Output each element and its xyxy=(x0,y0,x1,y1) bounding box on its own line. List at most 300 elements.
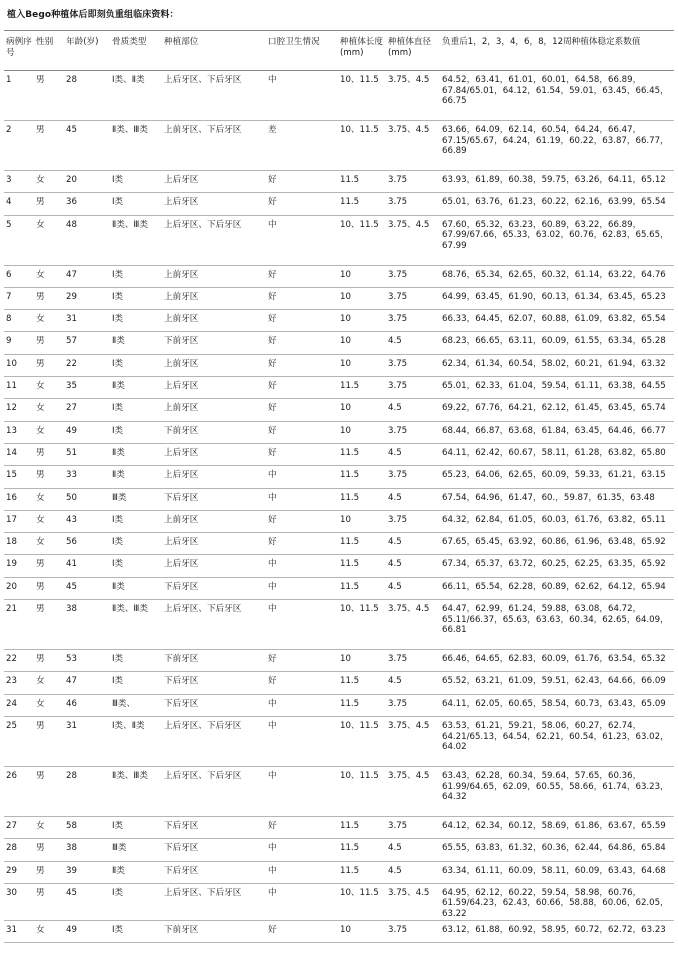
cell-age: 39 xyxy=(66,865,77,876)
cell-sex: 男 xyxy=(36,559,45,570)
cell-implant-site: 上后牙区、下后牙区 xyxy=(164,219,242,230)
cell-bone-type: Ⅰ类 xyxy=(112,887,124,898)
cell-case-no: 2 xyxy=(6,125,12,135)
cell-sex: 男 xyxy=(36,654,45,665)
table-row xyxy=(4,577,674,599)
cell-case-no: 18 xyxy=(6,537,17,548)
cell-implant-diameter: 4.5 xyxy=(388,581,402,592)
cell-implant-site: 下后牙区 xyxy=(164,492,199,503)
table-row xyxy=(4,600,674,650)
cell-bone-type: Ⅱ类、Ⅲ类 xyxy=(112,219,148,230)
cell-case-no: 29 xyxy=(6,865,17,876)
cell-sex: 男 xyxy=(36,770,45,781)
cell-implant-length: 10、11.5 xyxy=(340,720,379,731)
table-row xyxy=(4,694,674,716)
cell-sex: 女 xyxy=(36,492,45,503)
cell-case-no: 19 xyxy=(6,559,17,570)
cell-oral-hygiene: 好 xyxy=(268,447,277,458)
cell-implant-diameter: 3.75 xyxy=(388,175,408,185)
cell-implant-length: 11.5 xyxy=(340,559,360,570)
cell-implant-length: 10 xyxy=(340,269,351,280)
cell-isq-values: 68.23，66.65，63.11，60.09，61.55，63.34，65.28 xyxy=(442,336,666,347)
cell-isq-values: 64.52，63.41，61.01，60.01，64.58，66.89，67.84/65.01，64.12，61.54，59.01，63.45，66.45，66.75 xyxy=(442,75,669,107)
cell-isq-values: 63.43，62.28，60.34，59.64，57.65，60.36，61.99/64.65，62.09，60.55，58.66，61.74，63.23，64.32 xyxy=(442,770,669,803)
cell-isq-values: 65.01，62.33，61.04，59.54，61.11，63.38，64.55 xyxy=(442,381,666,392)
cell-implant-diameter: 3.75、4.5 xyxy=(388,125,430,135)
cell-bone-type: Ⅰ类 xyxy=(112,197,124,208)
table-row xyxy=(4,839,674,861)
cell-implant-length: 10、11.5 xyxy=(340,219,379,230)
cell-implant-site: 上前牙区、下后牙区 xyxy=(164,125,242,135)
cell-isq-values: 65.52，63.21，61.09，59.51，62.43，64.66，66.09 xyxy=(442,676,666,687)
cell-bone-type: Ⅰ类、Ⅱ类 xyxy=(112,720,145,731)
cell-implant-length: 10 xyxy=(340,314,351,325)
cell-implant-site: 下后牙区 xyxy=(164,843,199,854)
cell-implant-site: 下前牙区 xyxy=(164,425,199,436)
cell-implant-site: 上后牙区、下后牙区 xyxy=(164,887,242,898)
cell-isq-values: 64.12，62.34，60.12，58.69，61.86，63.67，65.59 xyxy=(442,820,666,831)
cell-implant-diameter: 3.75 xyxy=(388,291,408,302)
cell-implant-site: 上前牙区 xyxy=(164,314,199,325)
cell-implant-length: 10、11.5 xyxy=(340,770,379,781)
cell-sex: 男 xyxy=(36,197,45,208)
cell-case-no: 7 xyxy=(6,291,12,302)
table-row xyxy=(4,399,674,421)
cell-age: 51 xyxy=(66,447,77,458)
cell-sex: 男 xyxy=(36,470,45,481)
cell-case-no: 5 xyxy=(6,219,12,230)
table-row xyxy=(4,332,674,354)
cell-sex: 女 xyxy=(36,676,45,687)
cell-implant-site: 上后牙区、下后牙区 xyxy=(164,720,242,731)
cell-case-no: 10 xyxy=(6,358,17,369)
cell-sex: 男 xyxy=(36,843,45,854)
table-row xyxy=(4,421,674,443)
cell-implant-length: 11.5 xyxy=(340,197,360,208)
table-row xyxy=(4,716,674,766)
cell-isq-values: 63.12，61.88，60.92，58.95，60.72，62.72，63.23 xyxy=(442,924,666,935)
cell-implant-site: 上前牙区 xyxy=(164,291,199,302)
cell-bone-type: Ⅲ类、 xyxy=(112,698,136,709)
cell-case-no: 21 xyxy=(6,604,17,615)
header-bone-type: 骨质类型 xyxy=(112,37,147,47)
cell-implant-site: 下前牙区 xyxy=(164,924,199,935)
cell-oral-hygiene: 中 xyxy=(268,470,277,481)
cell-implant-diameter: 4.5 xyxy=(388,843,402,854)
cell-isq-values: 68.76，65.34，62.65，60.32，61.14，63.22，64.76 xyxy=(442,269,666,280)
cell-isq-values: 66.33，64.45，62.07，60.88，61.09，63.82，65.54 xyxy=(442,314,666,325)
cell-age: 57 xyxy=(66,336,77,347)
cell-bone-type: Ⅰ类 xyxy=(112,358,124,369)
table-row xyxy=(4,171,674,193)
cell-implant-site: 上后牙区、下后牙区 xyxy=(164,75,242,85)
cell-implant-length: 11.5 xyxy=(340,470,360,481)
table-row xyxy=(4,766,674,816)
cell-implant-diameter: 4.5 xyxy=(388,559,402,570)
table-row xyxy=(4,121,674,171)
cell-case-no: 11 xyxy=(6,381,17,392)
header-implant-site: 种植部位 xyxy=(164,37,199,47)
cell-age: 41 xyxy=(66,559,77,570)
cell-age: 31 xyxy=(66,314,77,325)
cell-case-no: 9 xyxy=(6,336,12,347)
cell-sex: 女 xyxy=(36,698,45,709)
cell-isq-values: 64.99，63.45，61.90，60.13，61.34，63.45，65.23 xyxy=(442,291,666,302)
cell-implant-site: 上后牙区 xyxy=(164,447,199,458)
cell-implant-diameter: 3.75 xyxy=(388,514,408,525)
cell-implant-diameter: 3.75 xyxy=(388,470,408,481)
cell-sex: 男 xyxy=(36,887,45,898)
cell-implant-length: 11.5 xyxy=(340,865,360,876)
cell-age: 22 xyxy=(66,358,77,369)
cell-age: 47 xyxy=(66,676,77,687)
cell-implant-length: 11.5 xyxy=(340,175,360,185)
cell-implant-length: 10 xyxy=(340,358,351,369)
cell-isq-values: 64.11，62.05，60.65，58.54，60.73，63.43，65.09 xyxy=(442,698,666,709)
cell-bone-type: Ⅰ类、Ⅱ类 xyxy=(112,75,145,85)
cell-age: 45 xyxy=(66,581,77,592)
cell-implant-diameter: 3.75 xyxy=(388,314,408,325)
cell-implant-length: 10 xyxy=(340,514,351,525)
cell-sex: 女 xyxy=(36,269,45,280)
cell-age: 28 xyxy=(66,770,77,781)
cell-sex: 男 xyxy=(36,75,45,85)
table-header xyxy=(4,31,674,71)
cell-implant-site: 上后牙区 xyxy=(164,559,199,570)
cell-bone-type: Ⅲ类 xyxy=(112,843,127,854)
cell-implant-site: 上后牙区、下后牙区 xyxy=(164,604,242,615)
clinical-data-table xyxy=(4,30,674,943)
cell-oral-hygiene: 差 xyxy=(268,125,277,135)
cell-implant-site: 下前牙区 xyxy=(164,654,199,665)
cell-bone-type: Ⅰ类 xyxy=(112,654,124,665)
table-row xyxy=(4,215,674,265)
cell-isq-values: 65.01，63.76，61.23，60.22，62.16，63.99，65.54 xyxy=(442,197,666,208)
cell-isq-values: 63.34，61.11，60.09，58.11，60.09，63.43，64.68 xyxy=(442,865,666,876)
cell-bone-type: Ⅰ类 xyxy=(112,175,124,185)
cell-implant-diameter: 3.75 xyxy=(388,698,408,709)
cell-implant-site: 上后牙区 xyxy=(164,470,199,481)
table-caption: 植入Bego种植体后即刻负重组临床资料： xyxy=(7,10,179,20)
cell-implant-length: 10 xyxy=(340,654,351,665)
table-row xyxy=(4,287,674,309)
cell-bone-type: Ⅰ类 xyxy=(112,537,124,548)
cell-implant-diameter: 3.75 xyxy=(388,820,408,831)
table-row xyxy=(4,466,674,488)
cell-age: 45 xyxy=(66,125,77,135)
table-row xyxy=(4,920,674,942)
cell-implant-length: 10 xyxy=(340,924,351,935)
cell-bone-type: Ⅰ类 xyxy=(112,269,124,280)
cell-implant-site: 上前牙区 xyxy=(164,358,199,369)
cell-implant-site: 下后牙区 xyxy=(164,820,199,831)
cell-oral-hygiene: 中 xyxy=(268,698,277,709)
cell-implant-diameter: 3.75 xyxy=(388,924,408,935)
cell-isq-values: 65.23，64.06，62.65，60.09，59.33，61.21，63.15 xyxy=(442,470,666,481)
cell-sex: 女 xyxy=(36,219,45,230)
cell-implant-length: 10 xyxy=(340,425,351,436)
cell-implant-length: 11.5 xyxy=(340,492,360,503)
cell-sex: 男 xyxy=(36,865,45,876)
header-row xyxy=(4,31,674,71)
cell-sex: 女 xyxy=(36,314,45,325)
cell-implant-site: 下后牙区 xyxy=(164,698,199,709)
cell-oral-hygiene: 中 xyxy=(268,843,277,854)
cell-bone-type: Ⅲ类 xyxy=(112,492,127,503)
cell-sex: 女 xyxy=(36,403,45,414)
table-row xyxy=(4,488,674,510)
table-row xyxy=(4,71,674,121)
cell-age: 38 xyxy=(66,843,77,854)
cell-implant-diameter: 3.75 xyxy=(388,381,408,392)
cell-implant-diameter: 3.75、4.5 xyxy=(388,219,430,230)
cell-isq-values: 69.22，67.76，64.21，62.12，61.45，63.45，65.74 xyxy=(442,403,666,414)
cell-implant-length: 10 xyxy=(340,336,351,347)
cell-bone-type: Ⅱ类、Ⅲ类 xyxy=(112,770,148,781)
cell-oral-hygiene: 好 xyxy=(268,336,277,347)
cell-isq-values: 63.66，64.09，62.14，60.54，64.24，66.47，67.15/65.67，64.24，61.19，60.22，63.87，66.77，66.89 xyxy=(442,125,669,157)
cell-age: 47 xyxy=(66,269,77,280)
cell-age: 38 xyxy=(66,604,77,615)
cell-implant-length: 10、11.5 xyxy=(340,604,379,615)
cell-age: 27 xyxy=(66,403,77,414)
cell-isq-values: 63.53，61.21，59.21，58.06，60.27，62.74，64.21/65.13，64.54，62.21，60.54，61.23，63.02，64.02 xyxy=(442,720,669,753)
cell-implant-site: 下前牙区 xyxy=(164,336,199,347)
cell-implant-diameter: 3.75 xyxy=(388,425,408,436)
cell-case-no: 30 xyxy=(6,887,17,898)
cell-oral-hygiene: 中 xyxy=(268,604,277,615)
header-implant-length: 种植体长度(mm) xyxy=(340,37,383,58)
cell-bone-type: Ⅱ类 xyxy=(112,336,125,347)
header-implant-diameter: 种植体直径(mm) xyxy=(388,37,431,58)
cell-isq-values: 67.65，65.45，63.92，60.86，61.96，63.48，65.92 xyxy=(442,537,666,548)
cell-oral-hygiene: 好 xyxy=(268,676,277,687)
cell-oral-hygiene: 中 xyxy=(268,720,277,731)
cell-sex: 女 xyxy=(36,425,45,436)
cell-oral-hygiene: 好 xyxy=(268,381,277,392)
cell-bone-type: Ⅰ类 xyxy=(112,314,124,325)
cell-implant-diameter: 4.5 xyxy=(388,492,402,503)
cell-age: 49 xyxy=(66,425,77,436)
cell-implant-diameter: 4.5 xyxy=(388,336,402,347)
cell-bone-type: Ⅱ类 xyxy=(112,581,125,592)
cell-age: 20 xyxy=(66,175,77,185)
cell-oral-hygiene: 好 xyxy=(268,654,277,665)
cell-implant-diameter: 4.5 xyxy=(388,676,402,687)
cell-implant-diameter: 4.5 xyxy=(388,447,402,458)
cell-age: 50 xyxy=(66,492,77,503)
cell-isq-values: 64.95，62.12，60.22，59.54，58.98，60.76，61.59/64.23，62.43，60.66，58.88，60.06，62.05，63.22 xyxy=(442,887,669,920)
cell-case-no: 8 xyxy=(6,314,12,325)
table-row xyxy=(4,510,674,532)
cell-implant-site: 上后牙区 xyxy=(164,537,199,548)
cell-case-no: 15 xyxy=(6,470,17,481)
cell-age: 36 xyxy=(66,197,77,208)
cell-case-no: 14 xyxy=(6,447,17,458)
cell-age: 28 xyxy=(66,75,77,85)
header-oral-hygiene: 口腔卫生情况 xyxy=(268,37,320,47)
cell-implant-site: 上后牙区 xyxy=(164,381,199,392)
cell-bone-type: Ⅰ类 xyxy=(112,820,124,831)
cell-implant-diameter: 4.5 xyxy=(388,865,402,876)
cell-oral-hygiene: 好 xyxy=(268,403,277,414)
cell-sex: 男 xyxy=(36,581,45,592)
cell-oral-hygiene: 中 xyxy=(268,581,277,592)
cell-oral-hygiene: 好 xyxy=(268,425,277,436)
cell-sex: 女 xyxy=(36,175,45,185)
cell-case-no: 13 xyxy=(6,425,17,436)
cell-isq-values: 68.44，66.87，63.68，61.84，63.45，64.46，66.77 xyxy=(442,425,666,436)
cell-case-no: 27 xyxy=(6,820,17,831)
cell-sex: 女 xyxy=(36,514,45,525)
cell-case-no: 12 xyxy=(6,403,17,414)
cell-implant-length: 11.5 xyxy=(340,820,360,831)
cell-oral-hygiene: 好 xyxy=(268,175,277,185)
cell-isq-values: 67.34，65.37，63.72，60.25，62.25，63.35，65.92 xyxy=(442,559,666,570)
cell-implant-length: 10 xyxy=(340,291,351,302)
cell-bone-type: Ⅰ类 xyxy=(112,559,124,570)
cell-isq-values: 64.32，62.84，61.05，60.03，61.76，63.82，65.11 xyxy=(442,514,666,525)
cell-oral-hygiene: 好 xyxy=(268,924,277,935)
table-row xyxy=(4,354,674,376)
cell-bone-type: Ⅱ类 xyxy=(112,865,125,876)
cell-age: 45 xyxy=(66,887,77,898)
cell-bone-type: Ⅱ类 xyxy=(112,447,125,458)
cell-implant-length: 11.5 xyxy=(340,381,360,392)
cell-bone-type: Ⅱ类 xyxy=(112,470,125,481)
cell-case-no: 25 xyxy=(6,720,17,731)
cell-isq-values: 67.60，65.32，63.23，60.89，63.22，66.89，67.99/67.66，65.33，63.02，60.76，62.83，65.65，67.99 xyxy=(442,219,669,251)
cell-isq-values: 64.11，62.42，60.67，58.11，61.28，63.82，65.80 xyxy=(442,447,666,458)
cell-implant-diameter: 3.75 xyxy=(388,269,408,280)
cell-bone-type: Ⅱ类、Ⅲ类 xyxy=(112,604,148,615)
cell-implant-diameter: 3.75、4.5 xyxy=(388,887,430,898)
cell-sex: 女 xyxy=(36,537,45,548)
table-row xyxy=(4,533,674,555)
cell-bone-type: Ⅱ类 xyxy=(112,381,125,392)
cell-case-no: 31 xyxy=(6,924,17,935)
cell-implant-site: 上后牙区、下后牙区 xyxy=(164,770,242,781)
cell-case-no: 4 xyxy=(6,197,12,208)
cell-implant-length: 10、11.5 xyxy=(340,887,379,898)
cell-case-no: 17 xyxy=(6,514,17,525)
cell-implant-diameter: 3.75、4.5 xyxy=(388,75,430,85)
cell-oral-hygiene: 好 xyxy=(268,514,277,525)
cell-sex: 男 xyxy=(36,291,45,302)
cell-implant-diameter: 4.5 xyxy=(388,537,402,548)
cell-oral-hygiene: 中 xyxy=(268,887,277,898)
cell-age: 43 xyxy=(66,514,77,525)
table-row xyxy=(4,377,674,399)
table-row xyxy=(4,861,674,883)
cell-implant-diameter: 3.75、4.5 xyxy=(388,720,430,731)
cell-oral-hygiene: 好 xyxy=(268,537,277,548)
cell-isq-values: 62.34，61.34，60.54，58.02，60.21，61.94，63.32 xyxy=(442,358,666,369)
cell-sex: 男 xyxy=(36,720,45,731)
cell-implant-site: 上后牙区 xyxy=(164,197,199,208)
cell-age: 46 xyxy=(66,698,77,709)
cell-oral-hygiene: 好 xyxy=(268,314,277,325)
table-row xyxy=(4,883,674,920)
cell-age: 53 xyxy=(66,654,77,665)
cell-implant-diameter: 3.75、4.5 xyxy=(388,604,430,615)
table-row xyxy=(4,193,674,215)
cell-oral-hygiene: 好 xyxy=(268,197,277,208)
cell-oral-hygiene: 好 xyxy=(268,358,277,369)
cell-age: 33 xyxy=(66,470,77,481)
cell-isq-values: 64.47，62.99，61.24，59.88，63.08，64.72，65.11/66.37，65.63，63.63，60.34，62.65，64.09，66.81 xyxy=(442,604,669,636)
cell-age: 29 xyxy=(66,291,77,302)
cell-bone-type: Ⅰ类 xyxy=(112,514,124,525)
cell-implant-length: 11.5 xyxy=(340,537,360,548)
header-isq-values: 负重后1，2，3，4，6，8，12周种植体稳定系数值 xyxy=(442,37,641,47)
cell-age: 56 xyxy=(66,537,77,548)
cell-bone-type: Ⅰ类 xyxy=(112,676,124,687)
cell-implant-site: 下后牙区 xyxy=(164,865,199,876)
cell-age: 49 xyxy=(66,924,77,935)
cell-age: 35 xyxy=(66,381,77,392)
cell-case-no: 24 xyxy=(6,698,17,709)
cell-bone-type: Ⅰ类 xyxy=(112,291,124,302)
cell-sex: 男 xyxy=(36,336,45,347)
header-age: 年龄(岁) xyxy=(66,37,99,47)
cell-case-no: 1 xyxy=(6,75,12,85)
cell-bone-type: Ⅰ类 xyxy=(112,425,124,436)
cell-isq-values: 65.55，63.83，61.32，60.36，62.44，64.86，65.84 xyxy=(442,843,666,854)
cell-implant-length: 11.5 xyxy=(340,581,360,592)
cell-implant-length: 10、11.5 xyxy=(340,125,379,135)
cell-implant-diameter: 3.75 xyxy=(388,197,408,208)
cell-implant-length: 11.5 xyxy=(340,676,360,687)
cell-isq-values: 66.46，64.65，62.83，60.09，61.76，63.54，65.32 xyxy=(442,654,666,665)
cell-implant-site: 上前牙区 xyxy=(164,514,199,525)
cell-case-no: 16 xyxy=(6,492,17,503)
cell-age: 58 xyxy=(66,820,77,831)
cell-oral-hygiene: 中 xyxy=(268,559,277,570)
cell-implant-length: 11.5 xyxy=(340,447,360,458)
table-row xyxy=(4,310,674,332)
cell-implant-length: 10 xyxy=(340,403,351,414)
cell-sex: 女 xyxy=(36,820,45,831)
cell-age: 48 xyxy=(66,219,77,230)
cell-sex: 男 xyxy=(36,358,45,369)
table-row xyxy=(4,650,674,672)
cell-implant-length: 11.5 xyxy=(340,843,360,854)
cell-isq-values: 67.54，64.96，61.47，60.，59.87，61.35，63.48 xyxy=(442,492,655,503)
cell-case-no: 23 xyxy=(6,676,17,687)
cell-implant-site: 上前牙区 xyxy=(164,403,199,414)
cell-sex: 男 xyxy=(36,125,45,135)
cell-oral-hygiene: 中 xyxy=(268,492,277,503)
cell-oral-hygiene: 中 xyxy=(268,219,277,230)
cell-implant-diameter: 3.75、4.5 xyxy=(388,770,430,781)
cell-age: 31 xyxy=(66,720,77,731)
cell-implant-site: 下后牙区 xyxy=(164,581,199,592)
cell-sex: 女 xyxy=(36,924,45,935)
cell-implant-diameter: 3.75 xyxy=(388,358,408,369)
header-sex: 性别 xyxy=(36,37,54,47)
cell-sex: 男 xyxy=(36,447,45,458)
cell-implant-length: 10、11.5 xyxy=(340,75,379,85)
table-row xyxy=(4,265,674,287)
cell-case-no: 20 xyxy=(6,581,17,592)
cell-bone-type: Ⅰ类 xyxy=(112,403,124,414)
cell-oral-hygiene: 中 xyxy=(268,865,277,876)
cell-case-no: 22 xyxy=(6,654,17,665)
cell-implant-length: 11.5 xyxy=(340,698,360,709)
cell-oral-hygiene: 好 xyxy=(268,269,277,280)
cell-case-no: 3 xyxy=(6,175,12,185)
